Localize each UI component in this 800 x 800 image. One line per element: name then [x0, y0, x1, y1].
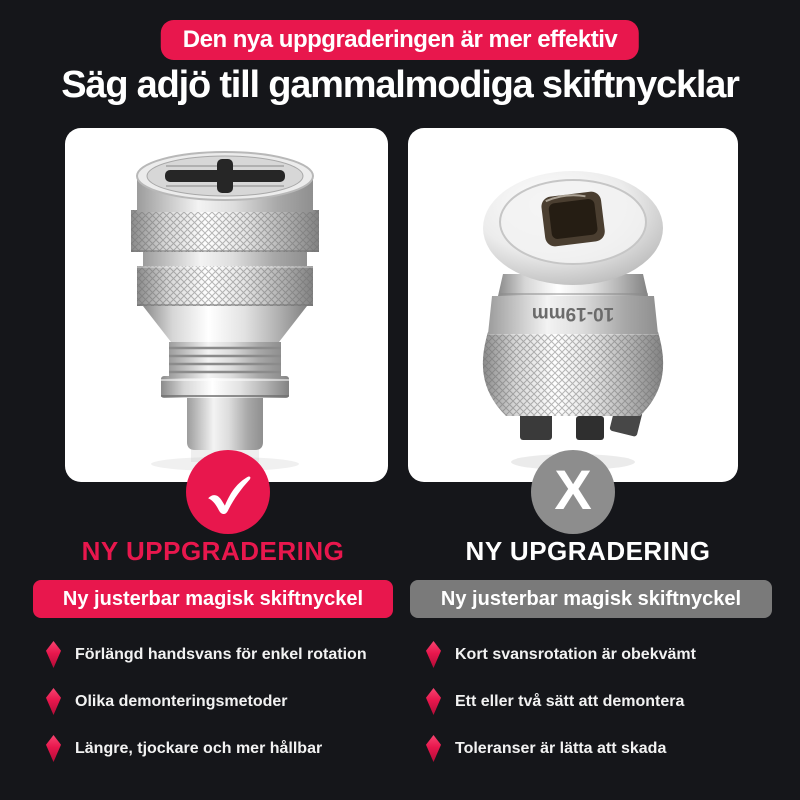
product-name-text-old: Ny justerbar magisk skiftnyckel	[440, 587, 742, 610]
feature-item	[46, 641, 392, 668]
feature-item	[46, 688, 392, 715]
diamond-bullet-icon	[426, 688, 441, 715]
check-icon	[197, 461, 259, 523]
rejected-badge	[531, 450, 615, 534]
feature-text: Längre, tjockare och mer hållbar	[75, 739, 323, 757]
diamond-bullet-icon	[46, 688, 61, 715]
product-photo-panel-new	[65, 128, 388, 482]
feature-item	[426, 641, 778, 668]
feature-list-old	[426, 641, 778, 782]
feature-text: Kort svansrotation är obekvämt	[455, 645, 696, 663]
product-name-bar-old	[410, 580, 772, 618]
feature-text: Olika demonteringsmetoder	[75, 692, 288, 710]
product-photo-panel-old	[408, 128, 738, 482]
feature-item	[426, 735, 778, 762]
approved-badge	[186, 450, 270, 534]
product-image-old-wrench	[408, 128, 738, 482]
product-name-text-new: Ny justerbar magisk skiftnyckel	[62, 587, 364, 610]
verdict-label-new: NY UPPGRADERING	[81, 536, 345, 566]
feature-text: Förlängd handsvans för enkel rotation	[75, 645, 367, 663]
feature-list-new	[46, 641, 392, 782]
feature-text: Ett eller två sätt att demontera	[455, 692, 685, 710]
feature-text: Toleranser är lätta att skada	[455, 739, 667, 757]
product-image-new-wrench	[65, 128, 388, 482]
banner-pill: Den nya uppgraderingen är mer effektiv	[161, 20, 639, 60]
page-title: Säg adjö till gammalmodiga skiftnycklar	[61, 64, 739, 106]
x-icon: X	[554, 458, 592, 521]
diamond-bullet-icon	[426, 641, 441, 668]
diamond-bullet-icon	[46, 641, 61, 668]
feature-item	[46, 735, 392, 762]
product-name-bar-new	[33, 580, 393, 618]
feature-item	[426, 688, 778, 715]
diamond-bullet-icon	[46, 735, 61, 762]
square-drive-hole	[540, 191, 606, 248]
product-size-marking: 10-19mm	[531, 303, 615, 324]
verdict-label-old: NY UPGRADERING	[465, 536, 711, 566]
diamond-bullet-icon	[426, 735, 441, 762]
